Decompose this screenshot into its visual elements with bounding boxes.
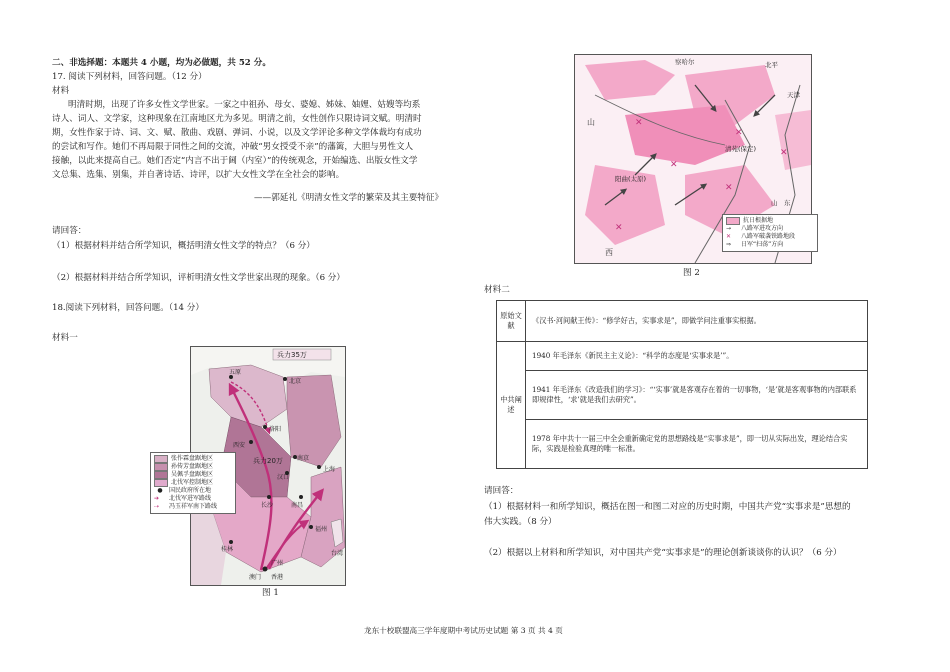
city-label: 阳曲(太原) xyxy=(615,175,647,183)
figure-1-caption: 图 1 xyxy=(262,588,279,598)
region-label: 察哈尔 xyxy=(675,58,695,66)
legend-item: 吴佩孚盘踞地区 xyxy=(171,471,214,478)
top-strength-label: 兵力35万 xyxy=(277,351,307,359)
city-label: 福州 xyxy=(315,526,328,533)
q17-sub1: （1）根据材料并结合所学知识，概括明清女性文学的特点？（6 分） xyxy=(52,241,315,251)
q18-sub1-cont: 伟大实践。（8 分） xyxy=(484,517,557,527)
q17-material-label: 材料 xyxy=(52,86,70,96)
mid-strength-label: 兵力20万 xyxy=(253,457,283,465)
sabotage-mark: ✕ xyxy=(735,128,743,138)
legend-item: 八路军破袭铁路地段 xyxy=(741,233,796,240)
city-marker xyxy=(263,425,267,429)
sabotage-icon: ✕ xyxy=(726,233,732,240)
city-marker xyxy=(229,540,233,544)
region-label: 山 xyxy=(587,118,595,127)
base-area xyxy=(625,105,745,165)
city-marker xyxy=(267,495,271,499)
table-row xyxy=(497,371,868,420)
q17-passage-line: 文总集、选集、别集，并自著诗话、诗评，以扩大女性文学在全社会的影响。 xyxy=(52,170,345,180)
dashed-arrow-icon: ⇢ xyxy=(154,503,160,510)
city-label: 桂林 xyxy=(221,546,234,553)
capital-marker xyxy=(263,567,268,572)
city-label: 北平 xyxy=(765,61,778,69)
city-label: 西安 xyxy=(233,442,246,449)
q17-title: 17. 阅读下列材料，回答问题。（12 分） xyxy=(52,72,207,82)
material-2-table xyxy=(496,300,868,469)
city-label: 澳门 xyxy=(249,574,262,581)
table-value-cell: 《汉书·河间献王传》：“修学好古，实事求是”，即做学问注重事实根据。 xyxy=(526,301,868,342)
legend-swatch xyxy=(154,455,168,463)
city-label: 南昌 xyxy=(291,502,304,509)
city-marker xyxy=(309,525,313,529)
region-label: 西 xyxy=(605,248,613,257)
table-value-cell: 1978 年中共十一届三中全会重新确定党的思想路线是“实事求是”，即一切从实际出发，理论结合实际，实践是检验真理的唯一标准。 xyxy=(526,420,868,469)
city-label: 广州 xyxy=(271,560,284,567)
table-row xyxy=(497,301,868,342)
q18-material1-label: 材料一 xyxy=(52,333,78,343)
q17-passage-line: 期，女性作家于诗、词、文、赋、散曲、戏剧、弹词、小说，以及文学评论多种文学体裁均有成功 xyxy=(52,128,422,138)
sun-chuanfang-region xyxy=(287,375,341,467)
city-label: 上海 xyxy=(323,466,336,473)
capital-dot-icon: ● xyxy=(157,487,163,494)
q18-sub2: （2）根据以上材料和所学知识，对中国共产党“实事求是”的理论创新谈谈你的认识？（6 分） xyxy=(484,548,842,558)
table-row xyxy=(497,420,868,469)
mopup-arrow-icon: ⇒ xyxy=(726,241,732,248)
city-label: 天津 xyxy=(787,91,800,99)
attack-arrow-icon: → xyxy=(726,225,732,232)
q18-sub1: （1）根据材料一和所学知识，概括在图一和图二对应的历史时期，中国共产党“实事求是”思想的 xyxy=(484,502,851,512)
q17-passage-line: 明清时期，出现了许多女性文学世家。一家之中祖孙、母女、婆媳、姊妹、妯娌、姑嫂等均系 xyxy=(68,100,421,110)
city-label: 南京 xyxy=(297,455,310,462)
city-label: 汉口 xyxy=(277,474,290,481)
city-label: 洛阳 xyxy=(269,426,282,433)
legend-swatch xyxy=(726,217,740,225)
q18-title: 18.阅读下列材料，回答问题。（14 分） xyxy=(52,303,204,313)
q17-passage-line: 的尝试和写作。她们不再局限于同性之间的交流，冲破“男女授受不亲”的藩篱，大胆与男性文人 xyxy=(52,142,414,152)
q18-material2-label: 材料二 xyxy=(484,285,510,295)
legend-item: 北伐军进军路线 xyxy=(169,495,212,502)
city-marker xyxy=(249,440,253,444)
island-label: 台湾 xyxy=(331,550,344,557)
legend-item: 北伐军控制地区 xyxy=(171,479,214,486)
figure-2-caption: 图 2 xyxy=(683,268,700,278)
city-marker xyxy=(283,377,287,381)
city-label: 香港 xyxy=(271,574,284,581)
base-area xyxy=(775,110,811,170)
legend-item: 冯玉祥军南下路线 xyxy=(169,503,218,510)
q18-answer-prompt: 请回答： xyxy=(484,486,519,496)
q17-sub2: （2）根据材料并结合所学知识，评析明清女性文学世家出现的现象。（6 分） xyxy=(52,273,345,283)
table-row xyxy=(497,342,868,371)
city-label: 长沙 xyxy=(261,502,274,509)
figure-1-legend xyxy=(150,452,236,514)
q17-answer-prompt: 请回答： xyxy=(52,226,87,236)
base-area xyxy=(585,60,675,100)
legend-item: 孙传芳盘踞地区 xyxy=(171,463,214,470)
sabotage-mark: ✕ xyxy=(635,118,643,128)
city-label: 北京 xyxy=(289,378,302,385)
legend-item: 八路军进攻方向 xyxy=(741,225,784,232)
section-title: 二、非选择题：本题共 4 小题，均为必做题，共 52 分。 xyxy=(52,58,271,68)
legend-item: 张作霖盘踞地区 xyxy=(171,455,214,462)
legend-swatch xyxy=(154,463,168,471)
legend-swatch xyxy=(154,479,168,487)
page-footer: 龙东十校联盟高三学年度期中考试历史试题 第 3 页 共 4 页 xyxy=(364,626,563,635)
zhang-zuolin-region xyxy=(209,365,287,427)
figure-2-legend xyxy=(722,214,818,252)
region-label: 山 东 xyxy=(771,199,791,207)
legend-item: 抗日根据地 xyxy=(743,217,774,224)
table-value-cell: 1940 年毛泽东《新民主主义论》：“科学的态度是‘实事求是’”。 xyxy=(526,342,868,371)
legend-swatch xyxy=(154,471,168,479)
sabotage-mark: ✕ xyxy=(670,160,678,170)
sabotage-mark: ✕ xyxy=(615,223,623,233)
legend-item: 日军“扫荡”方向 xyxy=(741,241,784,248)
q17-passage-line: 接触，以此来提高自己。她们否定“内言不出于阃（内室）”的传统观念，开始编选、出版女性文学 xyxy=(52,156,418,166)
attack-arrow xyxy=(635,155,655,175)
city-label: 五原 xyxy=(229,369,242,376)
legend-item: 国民政府所在地 xyxy=(169,487,212,494)
city-marker xyxy=(317,465,321,469)
table-key-cell: 原始文献 xyxy=(497,301,526,342)
sabotage-mark: ✕ xyxy=(725,183,733,193)
q17-passage-line: 诗人、词人、文学家，这种现象在江南地区尤为多见。明清之前，女性创作只限诗词文赋。明清时 xyxy=(52,114,422,124)
solid-arrow-icon: ➔ xyxy=(154,495,160,502)
sabotage-mark: ✕ xyxy=(780,148,788,158)
city-marker xyxy=(299,495,303,499)
table-key-cell: 中共阐述 xyxy=(497,342,526,469)
city-label: 清苑(保定) xyxy=(725,145,757,153)
q17-source: ——郭延礼《明清女性文学的繁荣及其主要特征》 xyxy=(254,193,444,203)
table-value-cell: 1941 年毛泽东《改造我们的学习》：“‘实事’就是客观存在着的一切事物，‘是’就是客观事物的内部联系即规律性，‘求’就是我们去研究”。 xyxy=(526,371,868,420)
